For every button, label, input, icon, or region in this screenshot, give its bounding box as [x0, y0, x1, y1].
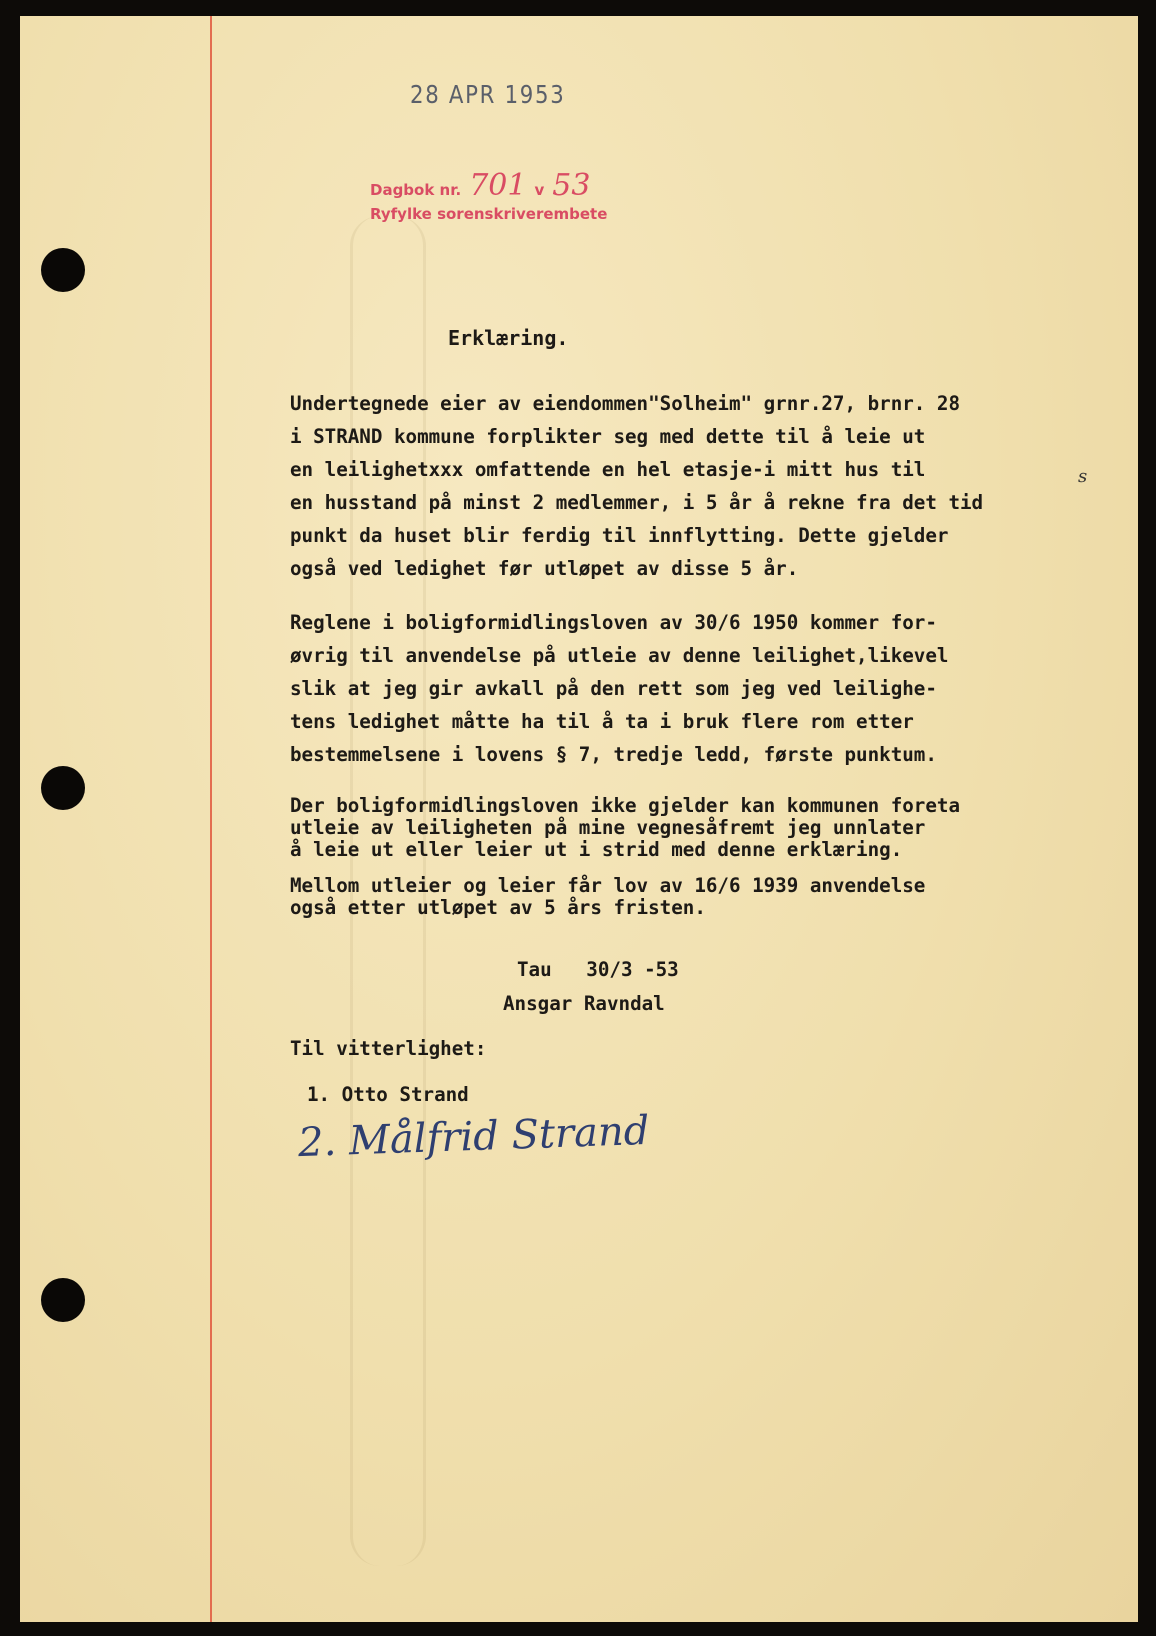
- date-stamp: 28 APR 1953: [410, 80, 566, 109]
- punch-hole: [41, 766, 85, 810]
- document-page: [20, 16, 1138, 1622]
- register-year: 53: [552, 168, 591, 203]
- witness-2-signature: 2. Målfrid Strand: [297, 1107, 651, 1167]
- registration-stamp: [370, 168, 607, 223]
- witness-1: 1. Otto Strand: [307, 1083, 469, 1106]
- margin-rule: [210, 16, 212, 1622]
- paragraph-3: Der boligformidlingsloven ikke gjelder kan kommunen foreta utleie av leiligheten på mine vegnesåfremt jeg unnlater å leie ut eller leier ut i strid med denne erklæring.: [290, 794, 961, 861]
- paragraph-1: Undertegnede eier av eiendommen"Solheim" grnr.27, brnr. 28 i STRAND kommune forplikter seg med dette til å leie ut en leilighetxxx omfattende en hel etasje-i mitt hus til en husstand på minst 2 medlemmer, i 5 år å rekne fra det tid punkt da huset blir ferdig til innflytting. Dette gjelder også ved ledighet før utløpet av disse 5 år.: [290, 392, 984, 580]
- register-office: Ryfylke sorenskriverembete: [370, 205, 608, 223]
- signer-name: Ansgar Ravndal: [503, 992, 665, 1015]
- place-date: Tau 30/3 -53: [517, 958, 679, 981]
- paragraph-2: Reglene i boligformidlingsloven av 30/6 1950 kommer for- øvrig til anvendelse på utleie av denne leilighet,likevel slik at jeg gir avkall på den rett som jeg ved leilighe- tens ledighet måtte ha til å ta i bruk flere rom etter bestemmelsene i lovens § 7, tredje ledd, første punktum.: [290, 611, 949, 766]
- register-year-separator: v: [534, 181, 545, 199]
- paragraph-4: Mellom utleier og leier får lov av 16/6 1939 anvendelse også etter utløpet av 5 års fristen.: [290, 874, 926, 919]
- margin-mark: s: [1078, 466, 1088, 487]
- punch-hole: [41, 1278, 85, 1322]
- register-number: 701: [469, 168, 527, 203]
- witness-label: Til vitterlighet:: [290, 1037, 487, 1060]
- register-prefix: Dagbok nr.: [370, 181, 462, 199]
- punch-hole: [41, 248, 85, 292]
- document-title: Erklæring.: [448, 326, 569, 350]
